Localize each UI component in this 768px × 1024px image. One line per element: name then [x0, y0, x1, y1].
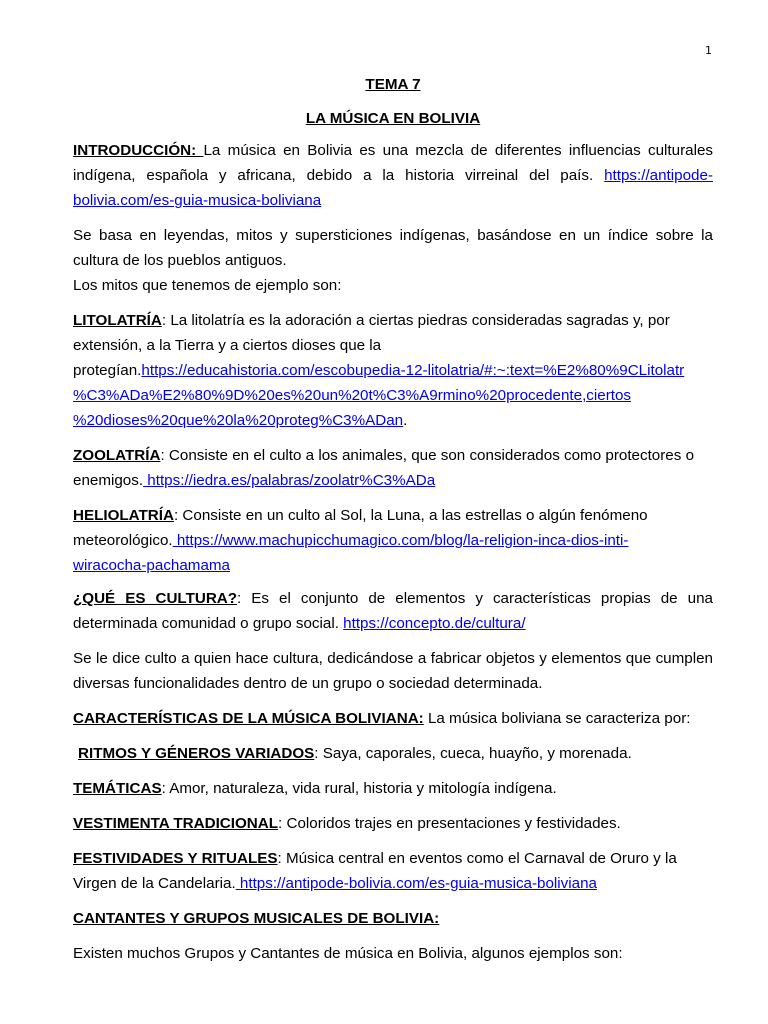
caracteristicas-text: La música boliviana se caracteriza por: [423, 710, 691, 727]
litolatria-link-line1: https://educahistoria.com/escobupedia-12-litolatria/#:~:text=%E2%80%9CLitolatr [141, 362, 685, 379]
leyendas-paragraph: Se basa en leyendas, mitos y supersticiones indígenas, basándose en un índice sobre la cultura de los pueblos antiguos. [73, 227, 713, 269]
heliolatria-label: HELIOLATRÍA [73, 507, 174, 524]
heliolatria-paragraph [73, 503, 713, 578]
litolatria-label: LITOLATRÍA [73, 312, 162, 329]
litolatria-link[interactable] [73, 362, 684, 429]
intro-paragraph [73, 138, 713, 213]
heliolatria-link-line2: wiracocha-pachamama [73, 557, 231, 574]
litolatria-link-line3: %20dioses%20que%20la%20proteg%C3%ADan [73, 412, 404, 429]
vestimenta-label: VESTIMENTA TRADICIONAL [73, 815, 279, 832]
ritmos-label: RITMOS Y GÉNEROS VARIADOS [78, 745, 315, 762]
tematicas-item [73, 776, 713, 801]
vestimenta-text: : Coloridos trajes en presentaciones y festividades. [278, 815, 621, 832]
intro-link[interactable]: https://antipode-bolivia.com/es-guia-musica-boliviana [73, 167, 713, 209]
tematicas-label: TEMÁTICAS [73, 780, 162, 797]
festividades-link[interactable]: https://antipode-bolivia.com/es-guia-musica-boliviana [235, 875, 597, 892]
intro-label: INTRODUCCIÓN: [73, 142, 204, 159]
zoolatria-paragraph [73, 443, 713, 493]
intro-text: La música en Bolivia es una mezcla de diferentes influencias culturales indígena, española y africana, debido a la historia virreinal del país. [73, 142, 713, 184]
culto-paragraph: Se le dice culto a quien hace cultura, dedicándose a fabricar objetos y elementos que cumplen diversas funcionalidades dentro de un grupo o sociedad determinada. [73, 650, 713, 692]
zoolatria-label: ZOOLATRÍA [73, 447, 161, 464]
festividades-text: : Música central en eventos como el Carnaval de Oruro y la Virgen de la Candelaria. [73, 850, 677, 892]
litolatria-paragraph [73, 308, 713, 433]
caracteristicas-label: CARACTERÍSTICAS DE LA MÚSICA BOLIVIANA: [73, 710, 424, 727]
mitos-intro: Los mitos que tenemos de ejemplo son: [73, 277, 342, 294]
litolatria-after: . [403, 412, 408, 429]
cantantes-heading [73, 906, 713, 931]
litolatria-link-line2: %C3%ADa%E2%80%9D%20es%20un%20t%C3%A9rmino%20procedente,ciertos [73, 387, 632, 404]
festividades-item [73, 846, 713, 896]
festividades-label: FESTIVIDADES Y RITUALES [73, 850, 278, 867]
heliolatria-link-line1: https://www.machupicchumagico.com/blog/la-religion-inca-dios-inti- [172, 532, 629, 549]
litolatria-text: : La litolatría es la adoración a ciertas piedras consideradas sagradas y, por extensión, a la Tierra y a ciertos dioses que la protegían. [73, 312, 670, 379]
document-title: TEMA 7 [365, 76, 421, 93]
cultura-link[interactable]: https://concepto.de/cultura/ [343, 615, 526, 632]
heliolatria-text: : Consiste en un culto al Sol, la Luna, a las estrellas o algún fenómeno meteorológico. [73, 507, 648, 549]
document-body [73, 75, 713, 966]
ritmos-text: : Saya, caporales, cueca, huayño, y morenada. [314, 745, 632, 762]
ritmos-item [73, 741, 713, 766]
page-number: 1 [705, 44, 712, 57]
cantantes-heading-text: CANTANTES Y GRUPOS MUSICALES DE BOLIVIA: [73, 910, 440, 927]
zoolatria-link[interactable]: https://iedra.es/palabras/zoolatr%C3%ADa [143, 472, 436, 489]
caracteristicas-paragraph [73, 706, 713, 731]
cultura-label: ¿QUÉ ES CULTURA? [73, 590, 238, 607]
cantantes-paragraph: Existen muchos Grupos y Cantantes de música en Bolivia, algunos ejemplos son: [73, 945, 623, 962]
document-subtitle: LA MÚSICA EN BOLIVIA [305, 110, 481, 127]
cultura-text: : Es el conjunto de elementos y características propias de una determinada comunidad o grupo social. [73, 590, 713, 632]
zoolatria-text: : Consiste en el culto a los animales, que son considerados como protectores o enemigos. [73, 447, 695, 489]
tematicas-text: : Amor, naturaleza, vida rural, historia y mitología indígena. [161, 780, 557, 797]
cultura-paragraph [73, 586, 713, 636]
vestimenta-item [73, 811, 713, 836]
